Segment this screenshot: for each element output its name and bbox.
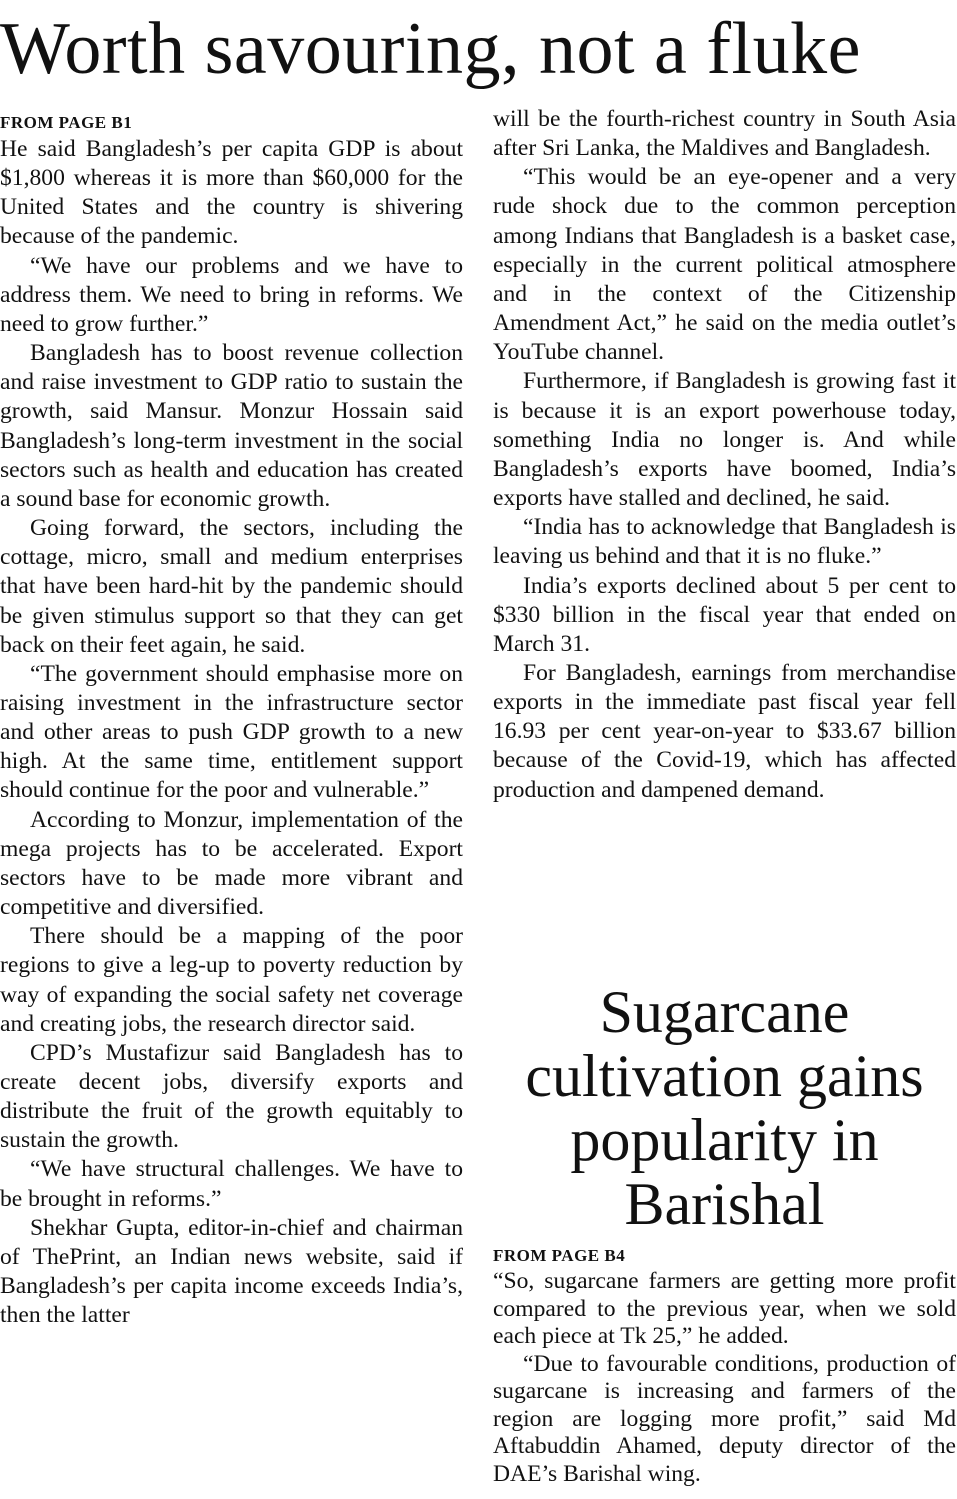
paragraph: For Bangladesh, earnings from merchandise exports in the immediate past fiscal year fell 16.93 per cent year-on-year to $33.67 billion because of the Covid-19, which has affected production and dampened demand. <box>493 659 956 803</box>
paragraph: “We have our problems and we have to address them. We need to bring in reforms. We need to grow further.” <box>0 252 463 337</box>
jump-line-kicker: FROM PAGE B1 <box>0 113 133 132</box>
paragraph: Bangladesh has to boost revenue collection and raise investment to GDP ratio to sustain the growth, said Mansur. Monzur Hossain said Bangladesh’s long-term investment in the social sectors such as health and education has created a sound base for economic growth. <box>0 340 463 512</box>
left-column <box>0 112 463 1330</box>
paragraph: “The government should emphasise more on raising investment in the infrastructure sector and other areas to push GDP growth to a new high. At the same time, entitlement support should continue for the poor and vulnerable.” <box>0 660 463 804</box>
paragraph: Shekhar Gupta, editor-in-chief and chairman of ThePrint, an Indian news website, said if Bangladesh’s per capita income exceeds India’s, then the latter <box>0 1214 463 1329</box>
paragraph: CPD’s Mustafizur said Bangladesh has to create decent jobs, diversify exports and distribute the fruit of the growth equitably to sustain the growth. <box>0 1039 463 1154</box>
paragraph: “So, sugarcane farmers are getting more profit compared to the previous year, when we sold each piece at Tk 25,” he added. <box>493 1268 956 1349</box>
paragraph: India’s exports declined about 5 per cent to $330 billion in the fiscal year that ended on March 31. <box>493 572 956 657</box>
second-story-headline: Sugarcane cultivation gains popularity in Barishal <box>525 979 924 1237</box>
paragraph: “We have structural challenges. We have to be brought in reforms.” <box>0 1156 463 1212</box>
paragraph: “This would be an eye-opener and a very rude shock due to the common perception among Indians that Bangladesh is a basket case, especially in the current political atmosphere and in the context of the Citizenship Amendment Act,” he said on the media outlet’s YouTube channel. <box>493 164 956 366</box>
paragraph: Going forward, the sectors, including the cottage, micro, small and medium enterprises that have been hard-hit by the pandemic should be given stimulus support so that they can get back on their feet again, he said. <box>0 515 463 658</box>
paragraph: “India has to acknowledge that Bangladesh is leaving us behind and that it is no fluke.” <box>493 514 956 570</box>
right-column <box>493 105 956 805</box>
paragraph: “Due to favourable conditions, production of sugarcane is increasing and farmers of the region are logging more profit,” said Md Aftabuddin Ahamed, deputy director of the DAE’s Barishal wing. <box>493 1350 956 1487</box>
headline: Worth savouring, not a fluke <box>0 8 861 90</box>
paragraph: will be the fourth-richest country in South Asia after Sri Lanka, the Maldives and Bangladesh. <box>493 106 956 162</box>
paragraph: According to Monzur, implementation of the mega projects has to be accelerated. Export sectors have to be made more vibrant and competitive and diversified. <box>0 806 463 921</box>
paragraph: There should be a mapping of the poor regions to give a leg-up to poverty reduction by way of expanding the social safety net coverage and creating jobs, the research director said. <box>0 923 463 1037</box>
paragraph: He said Bangladesh’s per capita GDP is about $1,800 whereas it is more than $60,000 for the United States and the country is shivering because of the pandemic. <box>0 136 463 250</box>
second-story-body <box>493 1245 956 1488</box>
paragraph: Furthermore, if Bangladesh is growing fast it is because it is an export powerhouse today, something India no longer is. And while Bangladesh’s exports have boomed, India’s exports have stalled and declined, he said. <box>493 368 956 512</box>
second-story-kicker: FROM PAGE B4 <box>493 1246 626 1265</box>
